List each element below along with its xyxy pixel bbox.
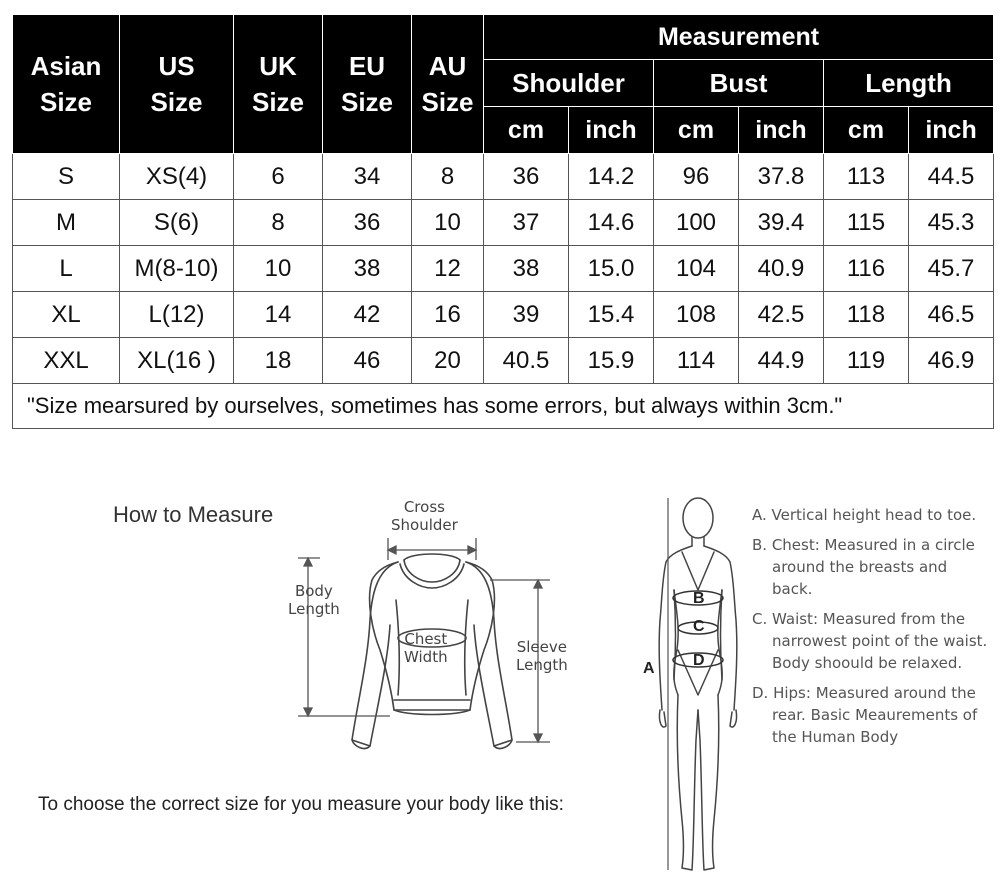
table-cell: M(8-10): [120, 246, 234, 292]
legend-item-a: A. Vertical height head to toe.: [752, 506, 977, 524]
table-cell: 115: [824, 200, 909, 246]
table-cell: 96: [654, 154, 739, 200]
table-cell: 118: [824, 292, 909, 338]
table-cell: 39.4: [739, 200, 824, 246]
legend-item-d: D. Hips: Measured around the rear. Basic Meaurements of the Human Body: [752, 684, 978, 746]
table-cell: 37.8: [739, 154, 824, 200]
table-cell: 15.4: [569, 292, 654, 338]
table-cell: 8: [234, 200, 323, 246]
legend-item-c: C. Waist: Measured from the narrowest point of the waist. Body shoould be relaxed.: [752, 610, 988, 672]
table-cell: 113: [824, 154, 909, 200]
table-cell: S(6): [120, 200, 234, 246]
table-cell: XS(4): [120, 154, 234, 200]
sleeve-length-label: Sleeve Length: [516, 638, 568, 674]
table-row: [13, 200, 994, 246]
table-cell: 8: [412, 154, 484, 200]
table-cell: 15.0: [569, 246, 654, 292]
table-cell: S: [13, 154, 120, 200]
table-cell: 44.5: [909, 154, 994, 200]
header-measurement: Measurement: [484, 15, 994, 60]
header-unit: inch: [909, 107, 994, 154]
table-cell: 114: [654, 338, 739, 384]
table-cell: 10: [412, 200, 484, 246]
table-cell: 40.5: [484, 338, 569, 384]
choose-size-instruction: To choose the correct size for you measure your body like this:: [38, 794, 564, 815]
table-cell: XXL: [13, 338, 120, 384]
table-cell: 34: [323, 154, 412, 200]
figure-letter-c: C: [693, 618, 705, 635]
header-asian-size: Asian Size: [13, 15, 120, 154]
table-row: [13, 246, 994, 292]
table-cell: 46.5: [909, 292, 994, 338]
table-cell: 104: [654, 246, 739, 292]
table-cell: 42.5: [739, 292, 824, 338]
table-cell: XL: [13, 292, 120, 338]
size-chart-table: [12, 14, 994, 429]
table-cell: 20: [412, 338, 484, 384]
table-cell: 16: [412, 292, 484, 338]
header-unit: cm: [484, 107, 569, 154]
header-unit: inch: [569, 107, 654, 154]
human-body-diagram: [630, 490, 750, 885]
table-cell: 42: [323, 292, 412, 338]
figure-letter-d: D: [693, 652, 705, 669]
table-cell: 119: [824, 338, 909, 384]
header-bust: Bust: [654, 60, 824, 107]
legend-item-b: B. Chest: Measured in a circle around the breasts and back.: [752, 536, 975, 598]
table-cell: 38: [484, 246, 569, 292]
cross-shoulder-label: Cross Shoulder: [391, 498, 458, 534]
table-cell: 45.3: [909, 200, 994, 246]
table-cell: 14.6: [569, 200, 654, 246]
header-unit: inch: [739, 107, 824, 154]
table-cell: 39: [484, 292, 569, 338]
table-cell: 36: [323, 200, 412, 246]
measurement-legend: [752, 504, 992, 756]
how-to-measure-title: How to Measure: [113, 502, 274, 527]
table-cell: 14.2: [569, 154, 654, 200]
header-unit: cm: [654, 107, 739, 154]
figure-letter-b: B: [693, 590, 705, 607]
table-cell: 18: [234, 338, 323, 384]
header-eu-size: EU Size: [323, 15, 412, 154]
table-cell: 108: [654, 292, 739, 338]
table-cell: 46: [323, 338, 412, 384]
table-cell: 40.9: [739, 246, 824, 292]
size-table-body: [13, 154, 994, 384]
table-cell: 116: [824, 246, 909, 292]
table-row: [13, 154, 994, 200]
header-length: Length: [824, 60, 994, 107]
table-cell: 12: [412, 246, 484, 292]
header-shoulder: Shoulder: [484, 60, 654, 107]
size-note: "Size mearsured by ourselves, sometimes has some errors, but always within 3cm.": [13, 384, 994, 429]
header-us-size: US Size: [120, 15, 234, 154]
body-length-label: Body Length: [288, 582, 340, 618]
table-cell: 100: [654, 200, 739, 246]
header-unit: cm: [824, 107, 909, 154]
table-cell: 36: [484, 154, 569, 200]
table-cell: 38: [323, 246, 412, 292]
table-cell: 15.9: [569, 338, 654, 384]
table-row: [13, 292, 994, 338]
table-cell: XL(16 ): [120, 338, 234, 384]
table-cell: 37: [484, 200, 569, 246]
table-cell: 44.9: [739, 338, 824, 384]
table-cell: L(12): [120, 292, 234, 338]
table-cell: 45.7: [909, 246, 994, 292]
table-cell: M: [13, 200, 120, 246]
table-cell: 6: [234, 154, 323, 200]
header-uk-size: UK Size: [234, 15, 323, 154]
table-cell: 14: [234, 292, 323, 338]
chest-width-label: Chest Width: [404, 630, 448, 666]
figure-letter-a: A: [643, 660, 655, 677]
table-cell: L: [13, 246, 120, 292]
table-cell: 46.9: [909, 338, 994, 384]
table-row: [13, 338, 994, 384]
table-cell: 10: [234, 246, 323, 292]
header-au-size: AU Size: [412, 15, 484, 154]
